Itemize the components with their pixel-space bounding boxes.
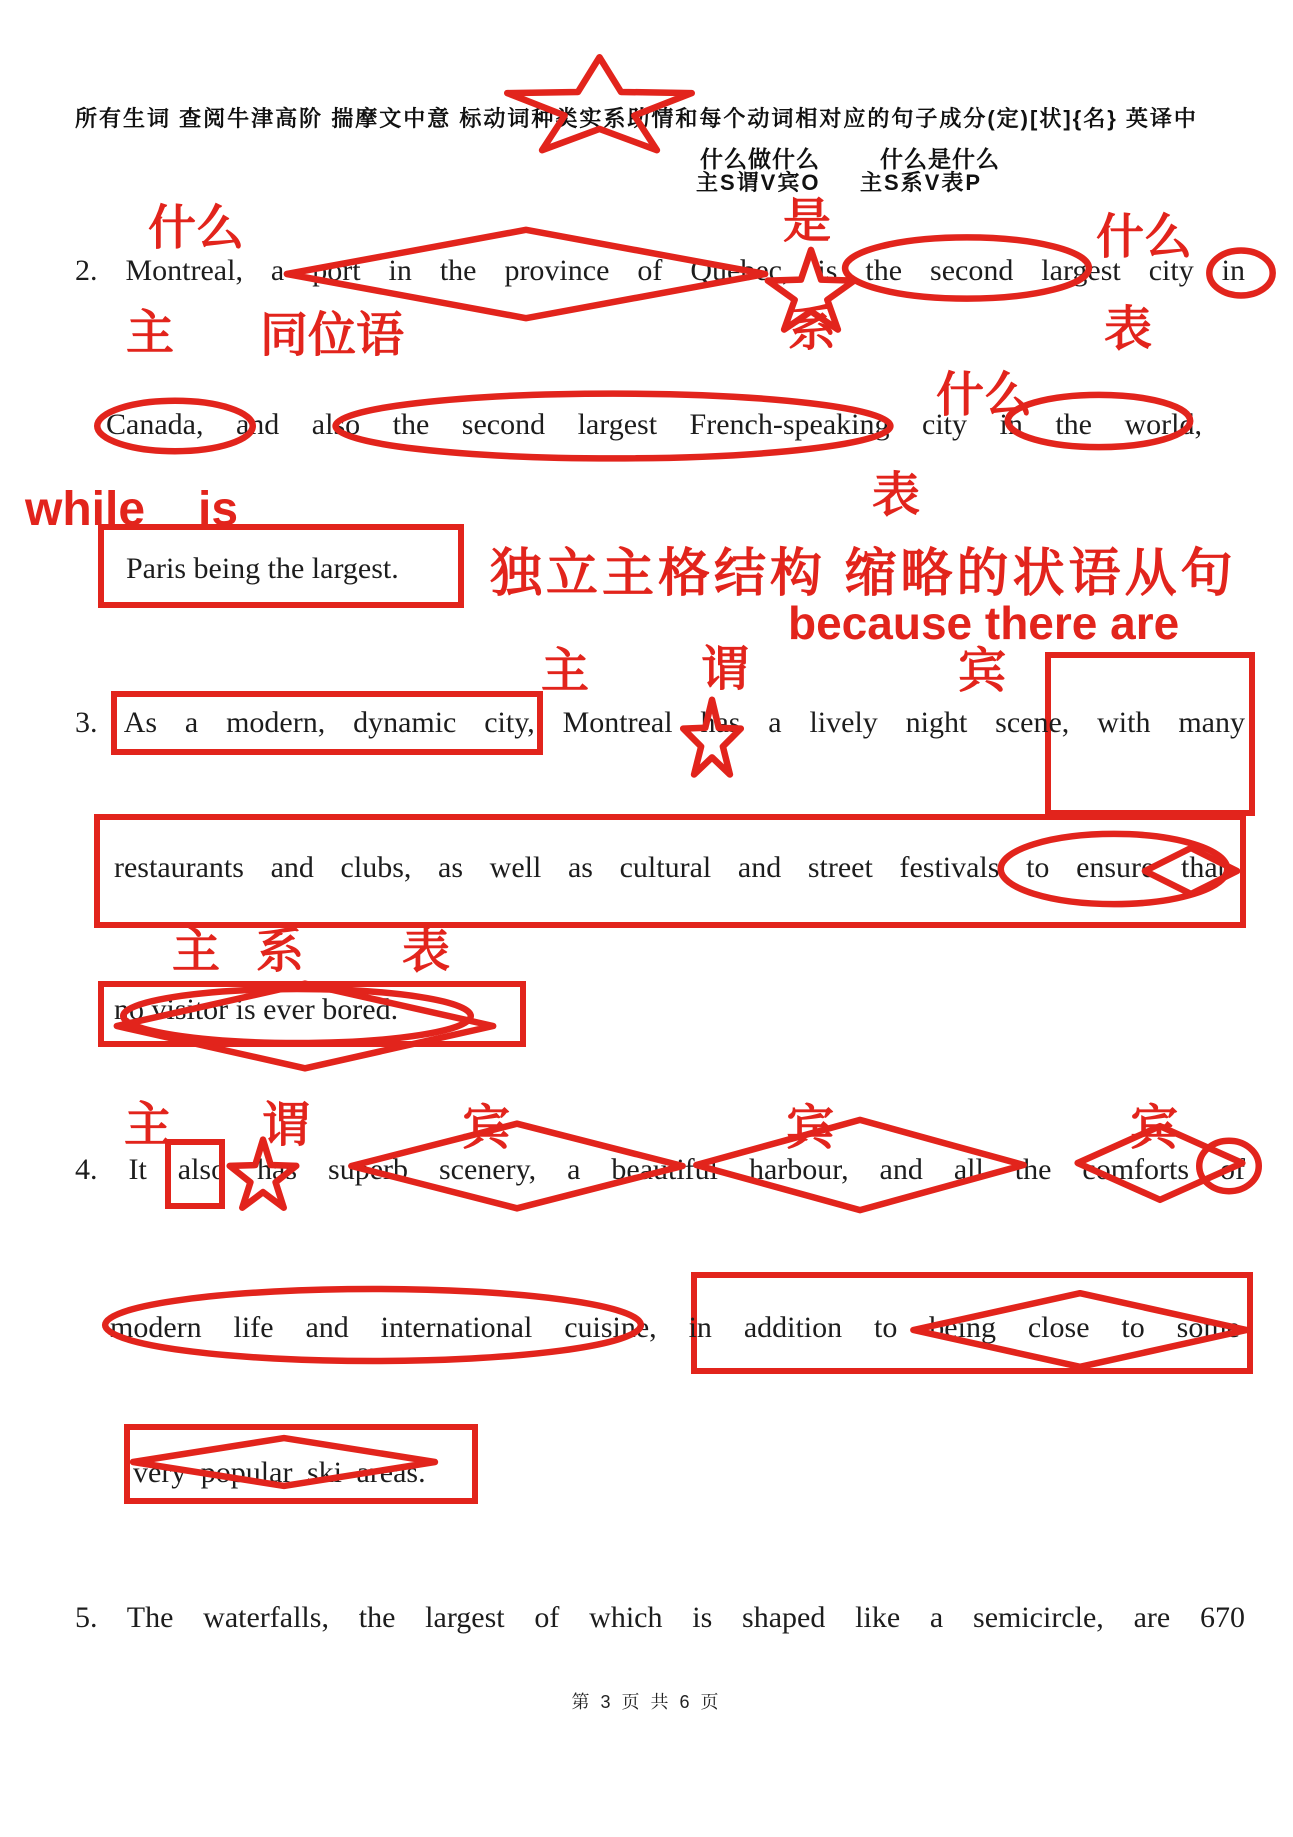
- grammar-label-s3-biao: 表: [402, 925, 451, 978]
- sentence-4-line-2: modern life and international cuisine, in addition to being close to some: [110, 1311, 1240, 1344]
- sentence-3-line-2: restaurants and clubs, as well as cultural and street festivals to ensure that: [114, 851, 1226, 884]
- sentence-2-line-1: 2. Montreal, a port in the province of Quebec, is the second largest city in: [75, 254, 1245, 287]
- grammar-label-s4-wei: 谓: [262, 1099, 311, 1152]
- grammar-label-s4-bin3: 宾: [1130, 1102, 1179, 1155]
- annotation-absolute-construction: 独立主格结构 缩略的状语从句: [490, 545, 1237, 603]
- annotation-what-subject: 什么: [148, 202, 245, 255]
- annotation-because-there-are: because there are: [788, 597, 1180, 649]
- sentence-3-line-3: no visitor is ever bored.: [114, 993, 399, 1026]
- annotation-what-predicative: 什么: [1096, 211, 1193, 264]
- sentence-4-line-3: very popular ski areas.: [133, 1456, 426, 1489]
- grammar-label-tongweiyu: 同位语: [260, 309, 405, 362]
- header-pattern-do: 什么做什么: [700, 146, 820, 172]
- grammar-label-s4-bin2: 宾: [786, 1102, 835, 1155]
- sentence-2-line-2: Canada, and also the second largest French-speaking city in the world,: [106, 408, 1202, 441]
- grammar-label-s3-bin: 宾: [958, 645, 1007, 698]
- header-pattern-be: 什么是什么: [880, 146, 1000, 172]
- sentence-3-line-1: 3. As a modern, dynamic city, Montreal has a lively night scene, with many: [75, 706, 1245, 739]
- grammar-label-s4-zhu: 主: [124, 1099, 173, 1152]
- header-formula-do: 主S谓V宾O: [696, 170, 821, 195]
- sentence-4-line-1: 4. It also has superb scenery, a beautiful harbour, and all the comforts of: [75, 1153, 1245, 1186]
- grammar-label-zhu: 主: [126, 307, 175, 360]
- annotation-while: while: [25, 483, 146, 536]
- grammar-label-xi: 系: [788, 303, 837, 356]
- header-instructions: 所有生词 查阅牛津高阶 揣摩文中意 标动词种类实系助情和每个动词相对应的句子成分(定)[状]{名} 英译中: [75, 106, 1198, 131]
- grammar-label-biao-world: 表: [872, 469, 921, 522]
- grammar-label-biao: 表: [1104, 303, 1153, 356]
- header-formula-be: 主S系V表P: [860, 170, 983, 195]
- sentence-2-line-3: Paris being the largest.: [126, 552, 399, 585]
- page-number: 第 3 页 共 6 页: [571, 1692, 722, 1712]
- grammar-label-s3-xi: 系: [256, 925, 305, 978]
- grammar-label-s3-zhu: 主: [541, 645, 590, 698]
- grammar-label-s4-bin1: 宾: [462, 1102, 511, 1155]
- annotation-what-world: 什么: [936, 369, 1033, 422]
- annotation-shi: 是: [783, 195, 832, 248]
- grammar-label-s3-wei: 谓: [701, 643, 750, 696]
- sentence-5-line-1: 5. The waterfalls, the largest of which is shaped like a semicircle, are 670: [75, 1601, 1245, 1634]
- grammar-label-s3-zhu2: 主: [172, 925, 221, 978]
- annotation-is: is: [198, 483, 239, 536]
